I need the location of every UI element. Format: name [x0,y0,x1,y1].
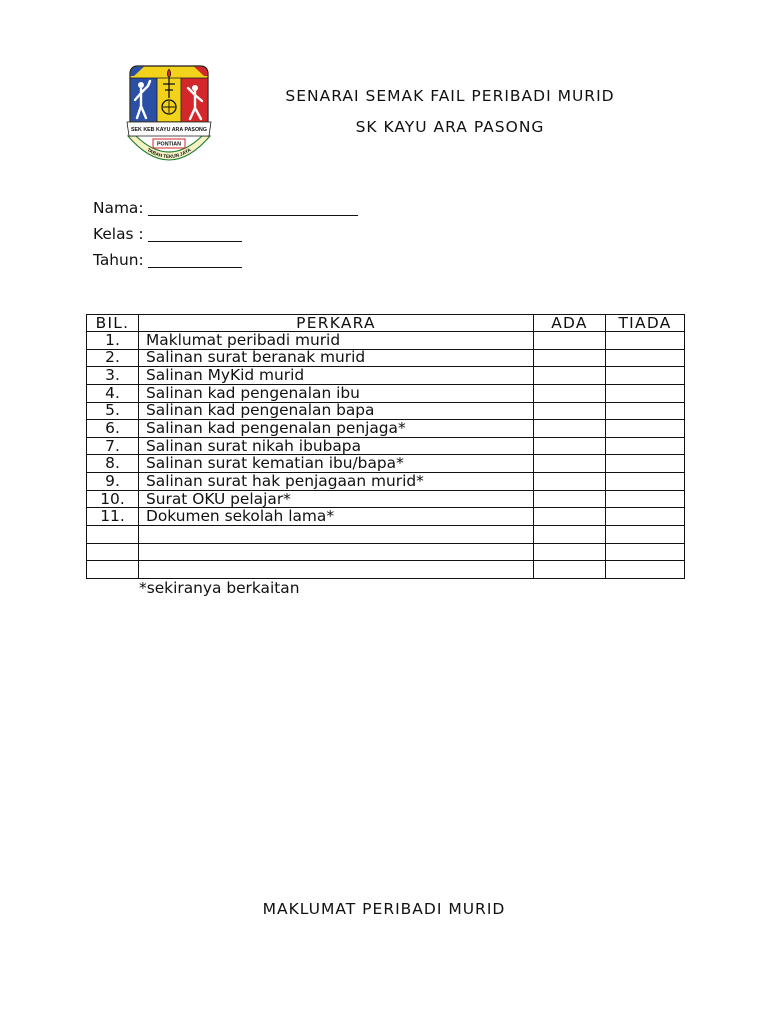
cell-ada [534,455,606,473]
cell-ada [534,437,606,455]
school-name-heading: SK KAYU ARA PASONG [355,118,545,136]
checklist-table-head [87,315,685,332]
logo-left-figure-head [138,82,144,88]
cell-perkara: Salinan kad pengenalan penjaga* [139,420,534,438]
footnote: *sekiranya berkaitan [139,579,300,597]
cell-ada [534,543,606,561]
cell-tiada [606,384,685,402]
cell-bil: 6. [87,420,139,438]
header-bil: BIL. [87,315,139,332]
cell-tiada [606,490,685,508]
logo-motto: TABAH TEKUN JAYA [145,147,193,161]
cell-ada [534,402,606,420]
cell-ada [534,561,606,579]
field-label: Tahun: [93,251,144,269]
cell-bil: 7. [87,437,139,455]
checklist-table-body [87,332,685,579]
cell-tiada [606,508,685,526]
cell-perkara: Salinan surat hak penjagaan murid* [139,473,534,491]
table-row [87,526,685,544]
cell-ada [534,332,606,350]
table-row [87,437,685,455]
table-header-row [87,315,685,332]
cell-perkara: Maklumat peribadi murid [139,332,534,350]
table-row [87,508,685,526]
school-logo [124,64,214,166]
table-row [87,561,685,579]
cell-tiada [606,420,685,438]
table-row [87,332,685,350]
cell-ada [534,367,606,385]
header-ada: ADA [534,315,606,332]
cell-ada [534,349,606,367]
cell-perkara [139,526,534,544]
cell-bil: 5. [87,402,139,420]
cell-tiada [606,561,685,579]
table-row [87,420,685,438]
table-row [87,490,685,508]
cell-bil [87,561,139,579]
logo-school-name: SEK KEB KAYU ARA PASONG [131,127,207,134]
header-tiada: TIADA [606,315,685,332]
cell-perkara [139,561,534,579]
cell-tiada [606,349,685,367]
cell-tiada [606,526,685,544]
year-blank-line [148,253,242,268]
cell-bil: 9. [87,473,139,491]
cell-perkara: Dokumen sekolah lama* [139,508,534,526]
cell-tiada [606,437,685,455]
table-row [87,473,685,491]
student-info-fields [93,199,358,277]
cell-tiada [606,473,685,491]
cell-perkara: Salinan kad pengenalan bapa [139,402,534,420]
cell-tiada [606,543,685,561]
cell-bil [87,543,139,561]
cell-tiada [606,455,685,473]
section-heading: MAKLUMAT PERIBADI MURID [262,900,506,918]
table-row [87,349,685,367]
cell-bil: 3. [87,367,139,385]
cell-tiada [606,402,685,420]
field-tahun [93,251,358,277]
field-nama [93,199,358,225]
cell-ada [534,508,606,526]
name-blank-line [148,201,358,216]
table-row [87,384,685,402]
cell-bil: 11. [87,508,139,526]
field-label: Nama: [93,199,144,217]
cell-ada [534,384,606,402]
table-row [87,543,685,561]
cell-bil [87,526,139,544]
field-kelas [93,225,358,251]
cell-bil: 2. [87,349,139,367]
cell-bil: 4. [87,384,139,402]
cell-perkara [139,543,534,561]
field-label: Kelas : [93,225,144,243]
cell-perkara: Salinan surat nikah ibubapa [139,437,534,455]
logo-district: PONTIAN [157,141,182,148]
checklist-table [86,314,685,579]
cell-perkara: Salinan surat kematian ibu/bapa* [139,455,534,473]
table-row [87,367,685,385]
document-title: SENARAI SEMAK FAIL PERIBADI MURID [285,87,615,105]
cell-perkara: Salinan MyKid murid [139,367,534,385]
class-blank-line [148,227,242,242]
cell-perkara: Salinan kad pengenalan ibu [139,384,534,402]
cell-tiada [606,367,685,385]
cell-perkara: Salinan surat beranak murid [139,349,534,367]
cell-tiada [606,332,685,350]
cell-ada [534,526,606,544]
cell-bil: 8. [87,455,139,473]
header-perkara: PERKARA [139,315,534,332]
cell-ada [534,420,606,438]
cell-bil: 1. [87,332,139,350]
cell-perkara: Surat OKU pelajar* [139,490,534,508]
cell-bil: 10. [87,490,139,508]
table-row [87,402,685,420]
cell-ada [534,473,606,491]
table-row [87,455,685,473]
logo-right-figure-head [192,85,198,91]
cell-ada [534,490,606,508]
